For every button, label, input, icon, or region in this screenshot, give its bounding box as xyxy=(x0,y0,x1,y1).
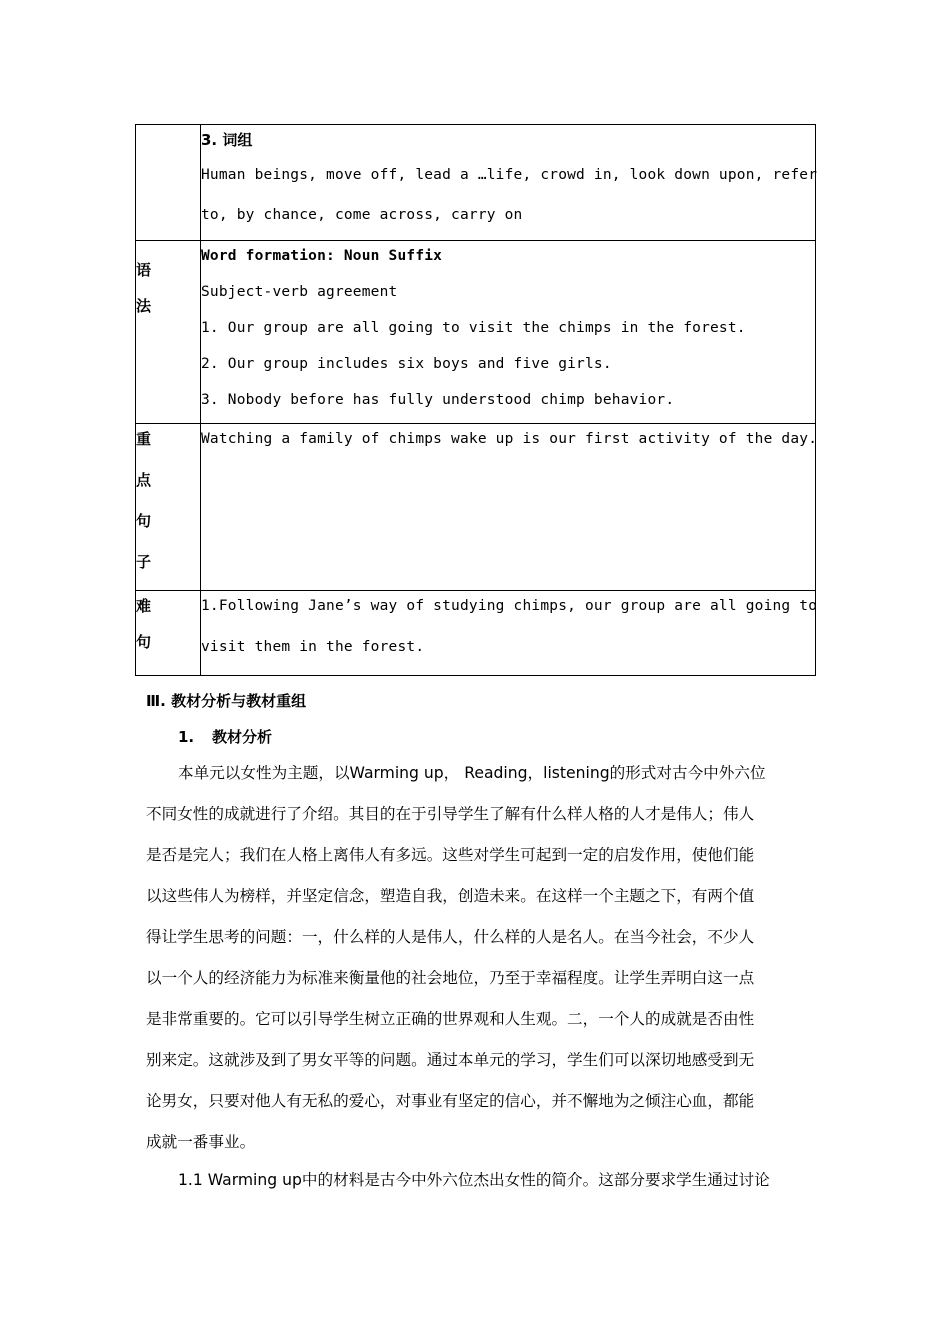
paragraph-line: 以一个人的经济能力为标准来衡量他的社会地位，乃至于幸福程度。让学生弄明白这一点 xyxy=(146,969,755,987)
vocab-line: to, by chance, come across, carry on xyxy=(201,207,523,223)
warming-up-paragraph xyxy=(146,1167,810,1208)
subsection-number: 1. xyxy=(178,728,195,746)
paragraph-line: 以这些伟人为榜样，并坚定信念，塑造自我，创造未来。在这样一个主题之下，有两个值 xyxy=(146,887,755,905)
difficult-line: 1.Following Jane’s way of studying chimps, our group are all going to xyxy=(201,598,818,614)
table-row-grammar xyxy=(136,241,816,424)
key-sentence-line: Watching a family of chimps wake up is our first activity of the day. xyxy=(201,431,818,447)
label-char: 法 xyxy=(136,297,152,315)
label-char: 语 xyxy=(136,261,152,279)
label-char: 点 xyxy=(136,471,152,489)
section-title: Ⅲ. 教材分析与教材重组 xyxy=(146,692,307,710)
difficult-cell xyxy=(201,591,816,676)
paragraph-line: 得让学生思考的问题：一，什么样的人是伟人，什么样的人是名人。在当今社会，不少人 xyxy=(146,928,755,946)
lesson-table xyxy=(135,124,816,676)
paragraph-line: 是非常重要的。它可以引导学生树立正确的世界观和人生观。二，一个人的成就是否由性 xyxy=(146,1010,755,1028)
grammar-line: 2. Our group includes six boys and five girls. xyxy=(201,356,612,372)
grammar-line: Subject-verb agreement xyxy=(201,284,398,300)
row-label-empty xyxy=(136,125,201,241)
paragraph-line: 成就一番事业。 xyxy=(146,1133,256,1151)
vocab-cell xyxy=(201,125,816,241)
label-char: 句 xyxy=(136,512,152,530)
label-char: 子 xyxy=(136,553,152,571)
paragraph-line: 论男女，只要对他人有无私的爱心，对事业有坚定的信心，并不懈地为之倾注心血，都能 xyxy=(146,1092,755,1110)
grammar-cell xyxy=(201,241,816,424)
grammar-line: 1. Our group are all going to visit the chimps in the forest. xyxy=(201,320,746,336)
vocab-heading: 3. 词组 xyxy=(201,131,253,149)
key-sentence-cell xyxy=(201,424,816,591)
table-row-vocab xyxy=(136,125,816,241)
difficult-line: visit them in the forest. xyxy=(201,639,425,655)
paragraph-line: 别来定。这就涉及到了男女平等的问题。通过本单元的学习，学生们可以深切地感受到无 xyxy=(146,1051,755,1069)
paragraph-line: 是否是完人；我们在人格上离伟人有多远。这些对学生可起到一定的启发作用，使他们能 xyxy=(146,846,755,864)
key-sentence-label xyxy=(136,424,201,591)
label-char: 难 xyxy=(136,597,152,615)
paragraph-line: 1.1 Warming up中的材料是古今中外六位杰出女性的简介。这部分要求学生通过讨论 xyxy=(178,1171,770,1189)
paragraph-line: 不同女性的成就进行了介绍。其目的在于引导学生了解有什么样人格的人才是伟人；伟人 xyxy=(146,805,755,823)
label-char: 重 xyxy=(136,430,152,448)
subsection-title xyxy=(178,724,272,750)
paragraph-line: 本单元以女性为主题，以Warming up， Reading，listening的形式对古今中外六位 xyxy=(178,764,766,782)
grammar-label xyxy=(136,241,201,424)
analysis-paragraph xyxy=(146,760,810,1170)
label-char: 句 xyxy=(136,633,152,651)
vocab-line: Human beings, move off, lead a …life, crowd in, look down upon, refer xyxy=(201,167,818,183)
table-row-difficult xyxy=(136,591,816,676)
difficult-label xyxy=(136,591,201,676)
grammar-line: 3. Nobody before has fully understood chimp behavior. xyxy=(201,392,675,408)
subsection-text: 教材分析 xyxy=(212,728,273,746)
table-row-key-sentence xyxy=(136,424,816,591)
grammar-title: Word formation: Noun Suffix xyxy=(201,248,443,264)
